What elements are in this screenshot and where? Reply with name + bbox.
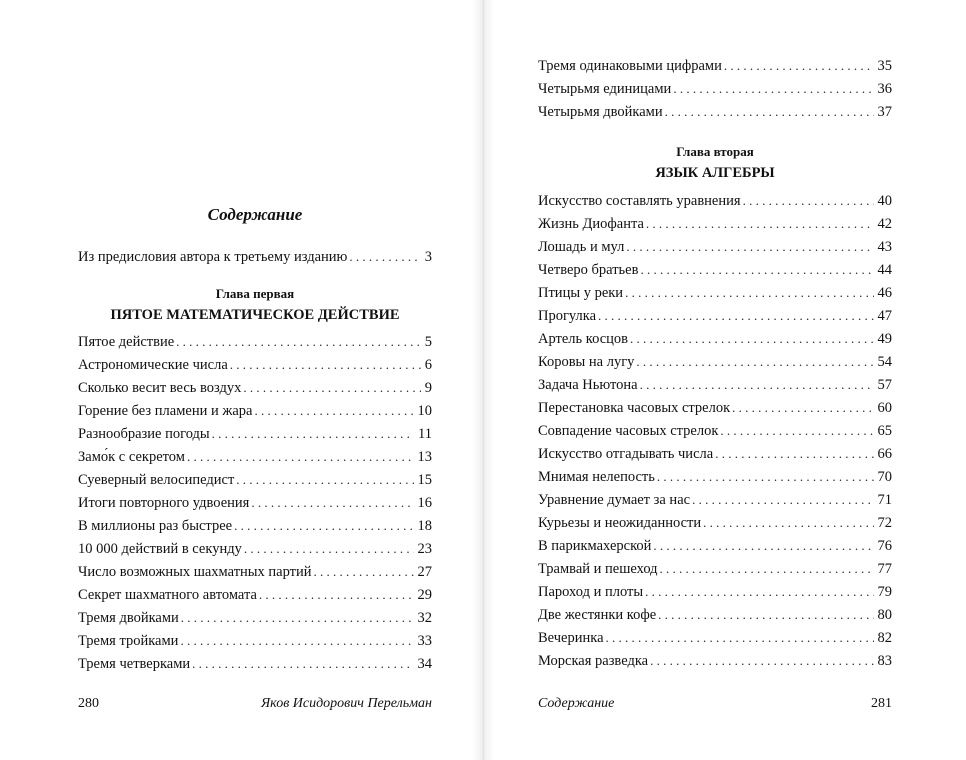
toc-entry-page: 27 bbox=[417, 564, 432, 580]
toc-entry-title: Замо́к с секретом bbox=[78, 449, 185, 465]
toc-entry-title: 10 000 действий в секунду bbox=[78, 541, 242, 557]
toc-entry-title: В миллионы раз быстрее bbox=[78, 518, 233, 534]
toc-entry bbox=[78, 333, 432, 351]
toc-entry-page: 18 bbox=[417, 518, 432, 534]
toc-entry-page: 42 bbox=[877, 216, 892, 232]
toc-entry-page: 66 bbox=[877, 446, 892, 462]
dot-leader bbox=[187, 448, 414, 466]
chapter-label: Глава вторая bbox=[676, 144, 754, 159]
toc-entry-page: 11 bbox=[418, 426, 432, 442]
dot-leader bbox=[660, 560, 874, 578]
toc-entry-title: Мнимая нелепость bbox=[538, 469, 655, 485]
toc-entry bbox=[78, 632, 432, 650]
toc-entry-page: 54 bbox=[877, 354, 892, 370]
toc-entry bbox=[538, 103, 892, 121]
dot-leader bbox=[236, 471, 413, 489]
dot-leader bbox=[255, 402, 414, 420]
dot-leader bbox=[244, 540, 414, 558]
toc-entry-title: Коровы на лугу bbox=[538, 354, 635, 370]
toc-entry-title: Четырьмя единицами bbox=[538, 81, 672, 97]
toc-entry bbox=[538, 57, 892, 75]
toc-entry-title: Четырьмя двойками bbox=[538, 104, 663, 120]
toc-entry bbox=[538, 238, 892, 256]
toc-entry-title: Пароход и плоты bbox=[538, 584, 644, 600]
toc-entry-page: 3 bbox=[424, 249, 432, 265]
toc-entry-title: Курьезы и неожиданности bbox=[538, 515, 702, 531]
toc-entry-title: Тремя двойками bbox=[78, 610, 179, 626]
dot-leader bbox=[180, 632, 413, 650]
chapter-title: ПЯТОЕ МАТЕМАТИЧЕСКОЕ ДЕЙСТВИЕ bbox=[110, 307, 400, 323]
toc-entry bbox=[538, 376, 892, 394]
toc-entry bbox=[538, 192, 892, 210]
toc-entry bbox=[78, 425, 432, 443]
toc-entry-title: Птицы у реки bbox=[538, 285, 624, 301]
toc-entry bbox=[78, 586, 432, 604]
toc-entry bbox=[538, 307, 892, 325]
toc-entry-title: Артель косцов bbox=[538, 331, 628, 347]
toc-entry-title: Прогулка bbox=[538, 308, 597, 324]
toc-entry-page: 29 bbox=[417, 587, 432, 603]
toc-entry-page: 43 bbox=[877, 239, 892, 255]
toc-entry bbox=[78, 379, 432, 397]
toc-entry-title: Тремя тройками bbox=[78, 633, 179, 649]
toc-entry-page: 10 bbox=[417, 403, 432, 419]
toc-entry bbox=[78, 356, 432, 374]
dot-leader bbox=[625, 284, 873, 302]
toc-entry-title: Секрет шахматного автомата bbox=[78, 587, 257, 603]
toc-entry bbox=[538, 583, 892, 601]
toc-entry-page: 44 bbox=[877, 262, 892, 278]
toc-entry-title: Совпадение часовых стрелок bbox=[538, 423, 719, 439]
toc-entry bbox=[538, 468, 892, 486]
running-head-section: Содержание bbox=[538, 696, 615, 711]
dot-leader bbox=[743, 192, 874, 210]
book-gutter-shadow bbox=[472, 0, 494, 760]
dot-leader bbox=[645, 583, 873, 601]
toc-entry-page: 83 bbox=[877, 653, 892, 669]
toc-entry-title: Лошадь и мул bbox=[538, 239, 625, 255]
toc-entry bbox=[538, 629, 892, 647]
dot-leader bbox=[724, 57, 874, 75]
toc-entry-title: Четверо братьев bbox=[538, 262, 639, 278]
chapter-label: Глава первая bbox=[215, 286, 295, 301]
toc-entry-title: Из предисловия автора к третьему изданию bbox=[78, 249, 348, 265]
dot-leader bbox=[673, 80, 873, 98]
dot-leader bbox=[181, 609, 414, 627]
toc-entry-title: Число возможных шахматных партий bbox=[78, 564, 312, 580]
dot-leader bbox=[703, 514, 873, 532]
dot-leader bbox=[243, 379, 420, 397]
toc-entry bbox=[538, 491, 892, 509]
dot-leader bbox=[234, 517, 413, 535]
dot-leader bbox=[732, 399, 873, 417]
toc-entry bbox=[78, 471, 432, 489]
toc-entry-page: 9 bbox=[424, 380, 432, 396]
toc-entry-title: Астрономические числа bbox=[78, 357, 228, 373]
toc-entry-title: Тремя четверками bbox=[78, 656, 191, 672]
dot-leader bbox=[349, 248, 420, 266]
toc-entry bbox=[538, 399, 892, 417]
toc-entry-page: 15 bbox=[417, 472, 432, 488]
toc-entry-page: 40 bbox=[877, 193, 892, 209]
toc-entry bbox=[78, 540, 432, 558]
toc-entry bbox=[538, 514, 892, 532]
toc-entry bbox=[538, 330, 892, 348]
toc-entry bbox=[78, 517, 432, 535]
toc-entry-title: Искусство отгадывать числа bbox=[538, 446, 714, 462]
toc-entry-page: 16 bbox=[417, 495, 432, 511]
page-number: 280 bbox=[78, 696, 99, 711]
dot-leader bbox=[606, 629, 874, 647]
dot-leader bbox=[715, 445, 873, 463]
toc-entry-page: 70 bbox=[877, 469, 892, 485]
toc-entry bbox=[78, 448, 432, 466]
toc-entry-page: 49 bbox=[877, 331, 892, 347]
toc-entry-title: Искусство составлять уравнения bbox=[538, 193, 741, 209]
toc-entry-page: 76 bbox=[877, 538, 892, 554]
toc-entry-page: 6 bbox=[424, 357, 432, 373]
dot-leader bbox=[640, 261, 873, 279]
dot-leader bbox=[665, 103, 874, 121]
toc-entry-page: 47 bbox=[877, 308, 892, 324]
toc-entry bbox=[538, 80, 892, 98]
toc-entry-title: Горение без пламени и жара bbox=[78, 403, 253, 419]
toc-entry-title: Две жестянки кофе bbox=[538, 607, 657, 623]
toc-entry-page: 35 bbox=[877, 58, 892, 74]
dot-leader bbox=[658, 606, 873, 624]
toc-entry-title: Уравнение думает за нас bbox=[538, 492, 691, 508]
dot-leader bbox=[192, 655, 413, 673]
dot-leader bbox=[657, 468, 874, 486]
toc-entry-title: Трамвай и пешеход bbox=[538, 561, 658, 577]
toc-entry bbox=[538, 422, 892, 440]
toc-entry bbox=[538, 537, 892, 555]
dot-leader bbox=[646, 215, 874, 233]
running-head-author: Яков Исидорович Перельман bbox=[260, 696, 432, 711]
toc-title: Содержание bbox=[207, 205, 303, 224]
dot-leader bbox=[640, 376, 874, 394]
dot-leader bbox=[598, 307, 873, 325]
toc-entry-title: Морская разведка bbox=[538, 653, 649, 669]
toc-entry-page: 77 bbox=[877, 561, 892, 577]
toc-entry bbox=[538, 215, 892, 233]
toc-entry bbox=[538, 284, 892, 302]
toc-entry bbox=[78, 402, 432, 420]
dot-leader bbox=[653, 537, 873, 555]
toc-entry bbox=[78, 655, 432, 673]
toc-entry bbox=[78, 494, 432, 512]
toc-entry-page: 13 bbox=[417, 449, 432, 465]
toc-entry-preface bbox=[78, 248, 432, 266]
chapter-title: ЯЗЫК АЛГЕБРЫ bbox=[655, 165, 775, 181]
dot-leader bbox=[259, 586, 414, 604]
toc-entry-title: Суеверный велосипедист bbox=[78, 472, 235, 488]
toc-entry bbox=[538, 445, 892, 463]
toc-entry-title: Пятое действие bbox=[78, 334, 175, 350]
toc-entry-title: Задача Ньютона bbox=[538, 377, 638, 393]
toc-entry-page: 57 bbox=[877, 377, 892, 393]
dot-leader bbox=[720, 422, 873, 440]
toc-entry-page: 32 bbox=[417, 610, 432, 626]
toc-entry bbox=[78, 609, 432, 627]
toc-entry-page: 79 bbox=[877, 584, 892, 600]
toc-entry-page: 5 bbox=[424, 334, 432, 350]
dot-leader bbox=[212, 425, 414, 443]
dot-leader bbox=[650, 652, 873, 670]
toc-entry-title: Разнообразие погоды bbox=[78, 426, 210, 442]
toc-entry-page: 33 bbox=[417, 633, 432, 649]
dot-leader bbox=[636, 353, 873, 371]
toc-entry-title: Итоги повторного удвоения bbox=[78, 495, 250, 511]
toc-entry-page: 82 bbox=[877, 630, 892, 646]
toc-entry-page: 60 bbox=[877, 400, 892, 416]
toc-entry-page: 36 bbox=[877, 81, 892, 97]
dot-leader bbox=[176, 333, 421, 351]
toc-entry-page: 46 bbox=[877, 285, 892, 301]
toc-entry-page: 72 bbox=[877, 515, 892, 531]
toc-entry-page: 34 bbox=[417, 656, 432, 672]
toc-entry-title: Тремя одинаковыми цифрами bbox=[538, 58, 722, 74]
toc-entry-title: В парикмахерской bbox=[538, 538, 652, 554]
dot-leader bbox=[314, 563, 414, 581]
toc-entry-title: Вечеринка bbox=[538, 630, 604, 646]
toc-entry-page: 80 bbox=[877, 607, 892, 623]
page-number: 281 bbox=[871, 696, 892, 711]
toc-entry-page: 37 bbox=[877, 104, 892, 120]
dot-leader bbox=[626, 238, 873, 256]
toc-entry-page: 23 bbox=[417, 541, 432, 557]
toc-entry bbox=[538, 560, 892, 578]
toc-entry bbox=[538, 261, 892, 279]
dot-leader bbox=[251, 494, 413, 512]
toc-entry bbox=[538, 353, 892, 371]
dot-leader bbox=[230, 356, 421, 374]
toc-entry-title: Перестановка часовых стрелок bbox=[538, 400, 731, 416]
toc-entry-title: Жизнь Диофанта bbox=[538, 216, 644, 232]
toc-entry-page: 71 bbox=[877, 492, 892, 508]
toc-entry bbox=[78, 563, 432, 581]
toc-entry bbox=[538, 606, 892, 624]
dot-leader bbox=[692, 491, 873, 509]
dot-leader bbox=[630, 330, 874, 348]
toc-entry-page: 65 bbox=[877, 423, 892, 439]
toc-entry-title: Сколько весит весь воздух bbox=[78, 380, 242, 396]
toc-entry bbox=[538, 652, 892, 670]
